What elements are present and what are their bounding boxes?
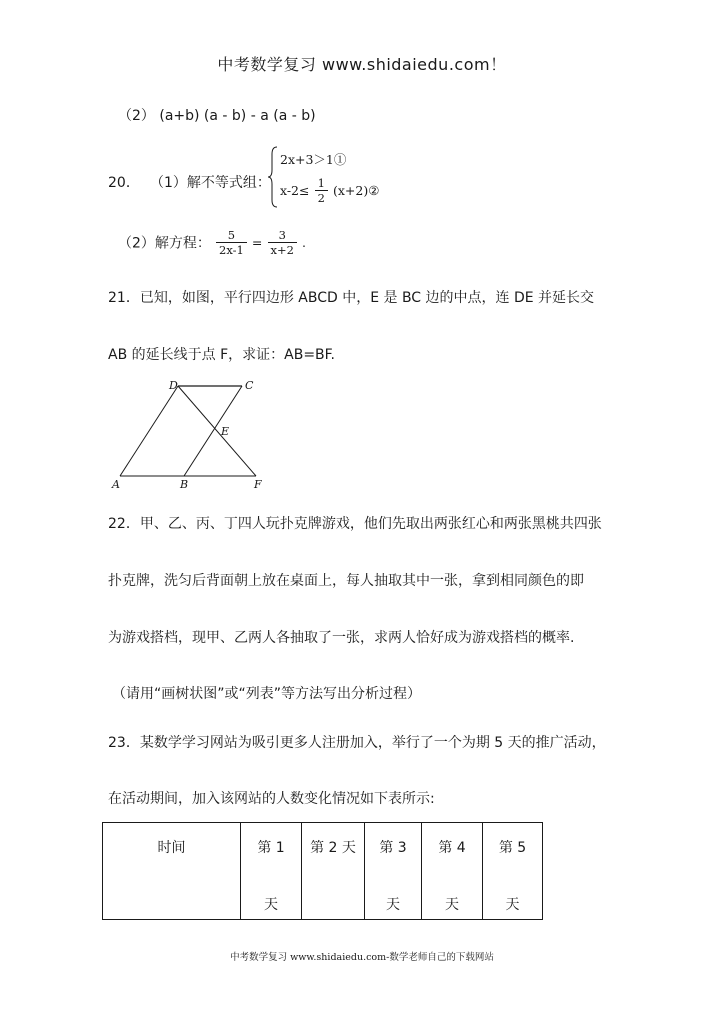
- table-header-time: 时间: [157, 840, 186, 856]
- table-cell-day3: [365, 823, 422, 920]
- label-D: D: [169, 379, 178, 392]
- q20-eq-end: .: [302, 235, 307, 250]
- q20-part2-label: （2）解方程：: [118, 235, 211, 252]
- label-A: A: [112, 478, 120, 491]
- parallelogram-figure: [100, 372, 280, 494]
- table-cell-day4: [422, 823, 483, 920]
- q20-ineq2-lhs: x-2≤: [280, 183, 310, 198]
- q22-line4: （请用“画树状图”或“列表”等方法写出分析过程）: [112, 686, 422, 702]
- table-cell-time: [103, 823, 241, 920]
- label-F: F: [254, 478, 262, 491]
- day3-label-bottom: 天: [386, 897, 400, 913]
- q19-part2: （2） (a+b) (a - b) - a (a - b): [118, 108, 316, 124]
- q20-eq-left-fraction: [216, 228, 247, 257]
- table-cell-day1: [241, 823, 302, 920]
- q23-line2: 在活动期间，加入该网站的人数变化情况如下表所示:: [108, 791, 435, 807]
- page-header: 中考数学复习 www.shidaiedu.com！: [217, 55, 507, 74]
- table-row: [103, 823, 543, 920]
- day5-label-top: 第 5: [498, 840, 527, 856]
- day5-label-bottom: 天: [505, 897, 520, 913]
- fraction-denominator: 2: [317, 191, 325, 205]
- q20-eq-sign: =: [251, 235, 263, 250]
- segment-AD: [120, 386, 178, 476]
- q21-line2: AB 的延长线于点 F，求证：AB=BF.: [108, 347, 335, 363]
- q20-part2: [118, 228, 306, 257]
- fraction-denominator: 2x-1: [219, 243, 244, 257]
- q20-ineq2: [280, 176, 379, 205]
- fraction-denominator: x+2: [270, 243, 294, 257]
- q22-line1: 22．甲、乙、丙、丁四人玩扑克牌游戏，他们先取出两张红心和两张黑桃共四张: [108, 516, 602, 532]
- table-cell-day5: [483, 823, 543, 920]
- brace-icon: [268, 146, 278, 208]
- label-C: C: [245, 379, 254, 392]
- day4-label-top: 第 4: [438, 840, 466, 856]
- q22-line2: 扑克牌，洗匀后背面朝上放在桌面上，每人抽取其中一张，拿到相同颜色的即: [108, 573, 584, 589]
- table-cell-day2: [302, 823, 365, 920]
- q20-eq-right-fraction: [268, 228, 297, 257]
- day3-label-top: 第 3: [379, 840, 407, 856]
- q20-ineq2-fraction: [315, 176, 328, 205]
- signup-table: [102, 822, 543, 920]
- segment-CB: [184, 386, 242, 476]
- day1-label-bottom: 天: [264, 897, 278, 913]
- day1-label-top: 第 1: [257, 840, 285, 856]
- q20-ineq2-rhs: (x+2)②: [333, 183, 380, 198]
- label-B: B: [180, 478, 189, 491]
- label-E: E: [221, 425, 230, 438]
- day4-label-bottom: 天: [445, 897, 459, 913]
- fraction-numerator: 5: [216, 228, 247, 243]
- q21-line1: 21．已知，如图，平行四边形 ABCD 中，E 是 BC 边的中点，连 DE 并延长交: [108, 290, 595, 306]
- segment-DF: [178, 386, 256, 476]
- q20-number: 20．: [108, 175, 140, 191]
- fraction-numerator: 1: [315, 176, 328, 191]
- fraction-numerator: 3: [268, 228, 297, 243]
- q20-part1-label: （1）解不等式组：: [150, 175, 271, 191]
- page-footer: 中考数学复习 www.shidaiedu.com-数学老师自己的下载网站: [230, 952, 494, 963]
- q23-line1: 23．某数学学习网站为吸引更多人注册加入，举行了一个为期 5 天的推广活动，: [108, 735, 606, 751]
- q20-ineq1: 2x+3＞1①: [280, 152, 347, 167]
- q22-line3: 为游戏搭档，现甲、乙两人各抽取了一张，求两人恰好成为游戏搭档的概率.: [108, 630, 575, 646]
- day2-label: 第 2 天: [310, 840, 356, 856]
